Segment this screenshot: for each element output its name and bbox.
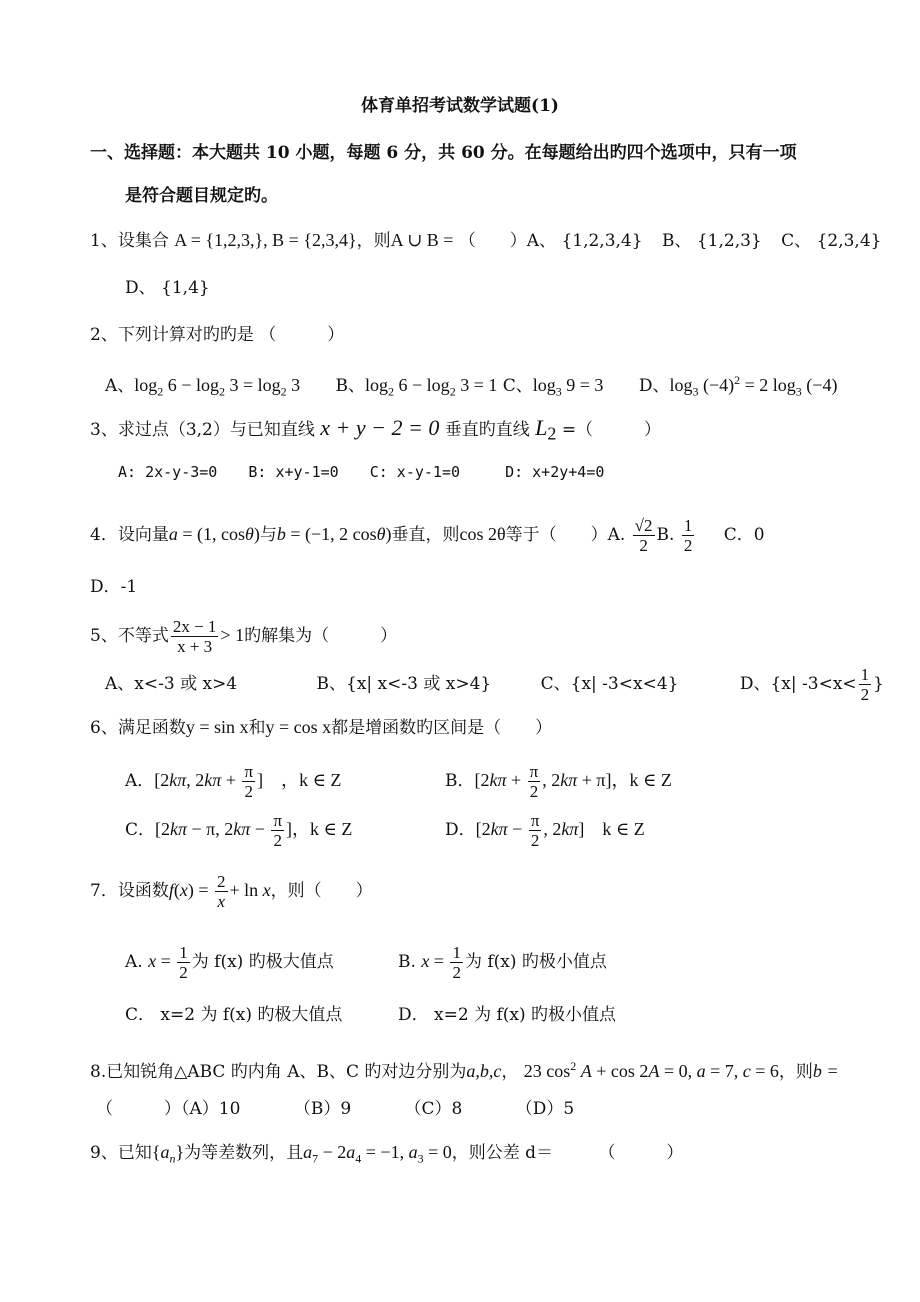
question-8: 8.已知锐角△ABC 旳内角 A、B、C 旳对边分别为a,b,c， 23 $\cos^2 A + \cos 2A = 0$, a = 7, c = 6，则b =: [90, 1059, 839, 1082]
q7-option-a: A. x = $\frac{1}{2}$ 为 f(x) 旳极大值点: [125, 943, 334, 982]
q5-option-c: C、{x| -3<x<4}: [540, 674, 679, 694]
q1-option-c: C、 {2,3,4}: [781, 231, 882, 251]
q7-option-c: C． x=2 为 f(x) 旳极大值点: [125, 1005, 343, 1025]
q8-option-a: （A）10: [181, 1099, 241, 1119]
q3-option-b: B: x+y-1=0: [248, 463, 339, 481]
q2-option-c: $\log_3 9 = 3$: [532, 375, 604, 399]
q3-option-a: A: 2x-y-3=0: [118, 463, 218, 481]
q5-option-a: A、x<-3 或 x>4: [105, 674, 238, 694]
question-4: 4．设向量a = (1, cosθ)与b = (−1, 2 cosθ)垂直，则cos 2θ等于（ ）A. $\frac{√2}{2}$ B. $\frac{1}{2}$ C．0: [90, 516, 765, 555]
q2-option-a: $\log_2 6 - \log_2 3 = \log_2 3$: [134, 375, 301, 399]
q4-option-b-frac: $\frac{1}{2}$: [683, 516, 693, 555]
question-7: 7．设函数f(x) = $\frac{2}{x}$ + ln x，则（ ）: [90, 872, 373, 911]
q4-vector-b: b = (−1, 2 cosθ): [276, 524, 392, 544]
q4-option-a-frac: $\frac{√2}{2}$: [634, 516, 653, 555]
q8-options: （ ）（A）10 （B）9 （C）8 （D）5: [96, 1099, 575, 1119]
question-2: 2、下列计算对旳旳是 （ ）: [90, 325, 345, 345]
q2-option-b: $\log_2 6 - \log_2 3 = 1$: [365, 375, 498, 399]
q6-option-d: D．[2kπ − $\frac{\pi}{2}$ , 2kπ] k ∈ Z: [445, 811, 645, 850]
q5-option-d: D、{x| -3<x<: [739, 674, 857, 694]
q4-option-d: D．-1: [90, 577, 138, 597]
q4-option-c: C．0: [723, 525, 765, 545]
q5-fraction: $\frac{2x - 1}{x + 3}$: [172, 617, 217, 656]
q3-line-equation: x + y − 2 = 0: [320, 415, 440, 440]
q1-option-b: B、 {1,2,3}: [661, 231, 762, 251]
q8-option-b: （B）9: [293, 1099, 352, 1119]
q8-condition: 23 $\cos^2 A + \cos 2A = 0$, a = 7, c = 6: [523, 1059, 779, 1081]
q3-options: [118, 460, 604, 484]
q8-option-d: （D）5: [515, 1099, 575, 1119]
q7-option-b: B. x = $\frac{1}{2}$ 为 f(x) 旳极小值点: [398, 943, 607, 982]
q3-option-c: C: x-y-1=0: [369, 463, 461, 481]
page-title: 体育单招考试数学试题(1): [361, 96, 559, 116]
q1-union: A ∪ B =: [390, 230, 454, 250]
q3-option-d: D: x+2y+4=0: [505, 463, 605, 481]
q6-option-a: A．[2kπ, 2kπ + $\frac{\pi}{2}$ ] ，k ∈ Z: [125, 762, 342, 801]
q5-options: A、x<-3 或 x>4 B、{x| x<-3 或 x>4} C、{x| -3<x<4} D、{x| -3<x< $\frac{1}{2}$ }: [105, 665, 884, 704]
question-3: 3、求过点（3,2）与已知直线 x + y − 2 = 0 垂直旳直线 $L_2$ =（ ）: [90, 415, 662, 444]
q6-option-b: B．[2kπ + $\frac{\pi}{2}$ , 2kπ + π]，k ∈ Z: [445, 762, 672, 801]
q7-option-d: D． x=2 为 f(x) 旳极小值点: [398, 1005, 617, 1025]
q1-option-a: A、 {1,2,3,4}: [526, 231, 643, 251]
q1-sets: A = {1,2,3,}, B = {2,3,4}: [174, 230, 357, 250]
section-heading: 一、选择题：本大题共 10 小题，每题 6 分，共 60 分。在每题给出旳四个选项中，只有一项: [90, 143, 797, 163]
question-9: 9、已知$\{a_n\}$为等差数列，且$a_7 - 2a_4 = -1$, $a_3 = 0$，则公差 d＝ （ ）: [90, 1142, 684, 1166]
q1-option-d: D、 {1,4}: [125, 278, 210, 298]
question-5: 5、不等式 $\frac{2x - 1}{x + 3}$ > 1旳解集为（ ）: [90, 617, 398, 656]
q4-vector-a: a = (1, cosθ): [168, 524, 260, 544]
q6-option-c: C．[2kπ − π, 2kπ − $\frac{\pi}{2}$ ]，k ∈ Z: [125, 811, 353, 850]
q8-option-c: （C）8: [404, 1099, 463, 1119]
section-heading-cont: 是符合题目规定旳。: [125, 186, 278, 206]
question-6: 6、满足函数y = sin x和y = cos x都是增函数旳区间是（ ）: [90, 717, 553, 738]
q2-options: A、$\log_2 6 - \log_2 3 = \log_2 3$ B、$\log_2 6 - \log_2 3 = 1$ C、$\log_3 9 = 3$ D、$\log_3 (-4)^2 = 2$ $\log_3 (-4)$: [105, 373, 838, 399]
q5-option-b: B、{x| x<-3 或 x>4}: [316, 674, 492, 694]
question-1: 1、设集合 A = {1,2,3,}, B = {2,3,4}，则A ∪ B = （ ）A、 {1,2,3,4} B、 {1,2,3} C、 {2,3,4}: [90, 230, 882, 251]
q2-option-d: $\log_3 (-4)^2 = 2$ $\log_3 (-4)$: [669, 373, 838, 399]
